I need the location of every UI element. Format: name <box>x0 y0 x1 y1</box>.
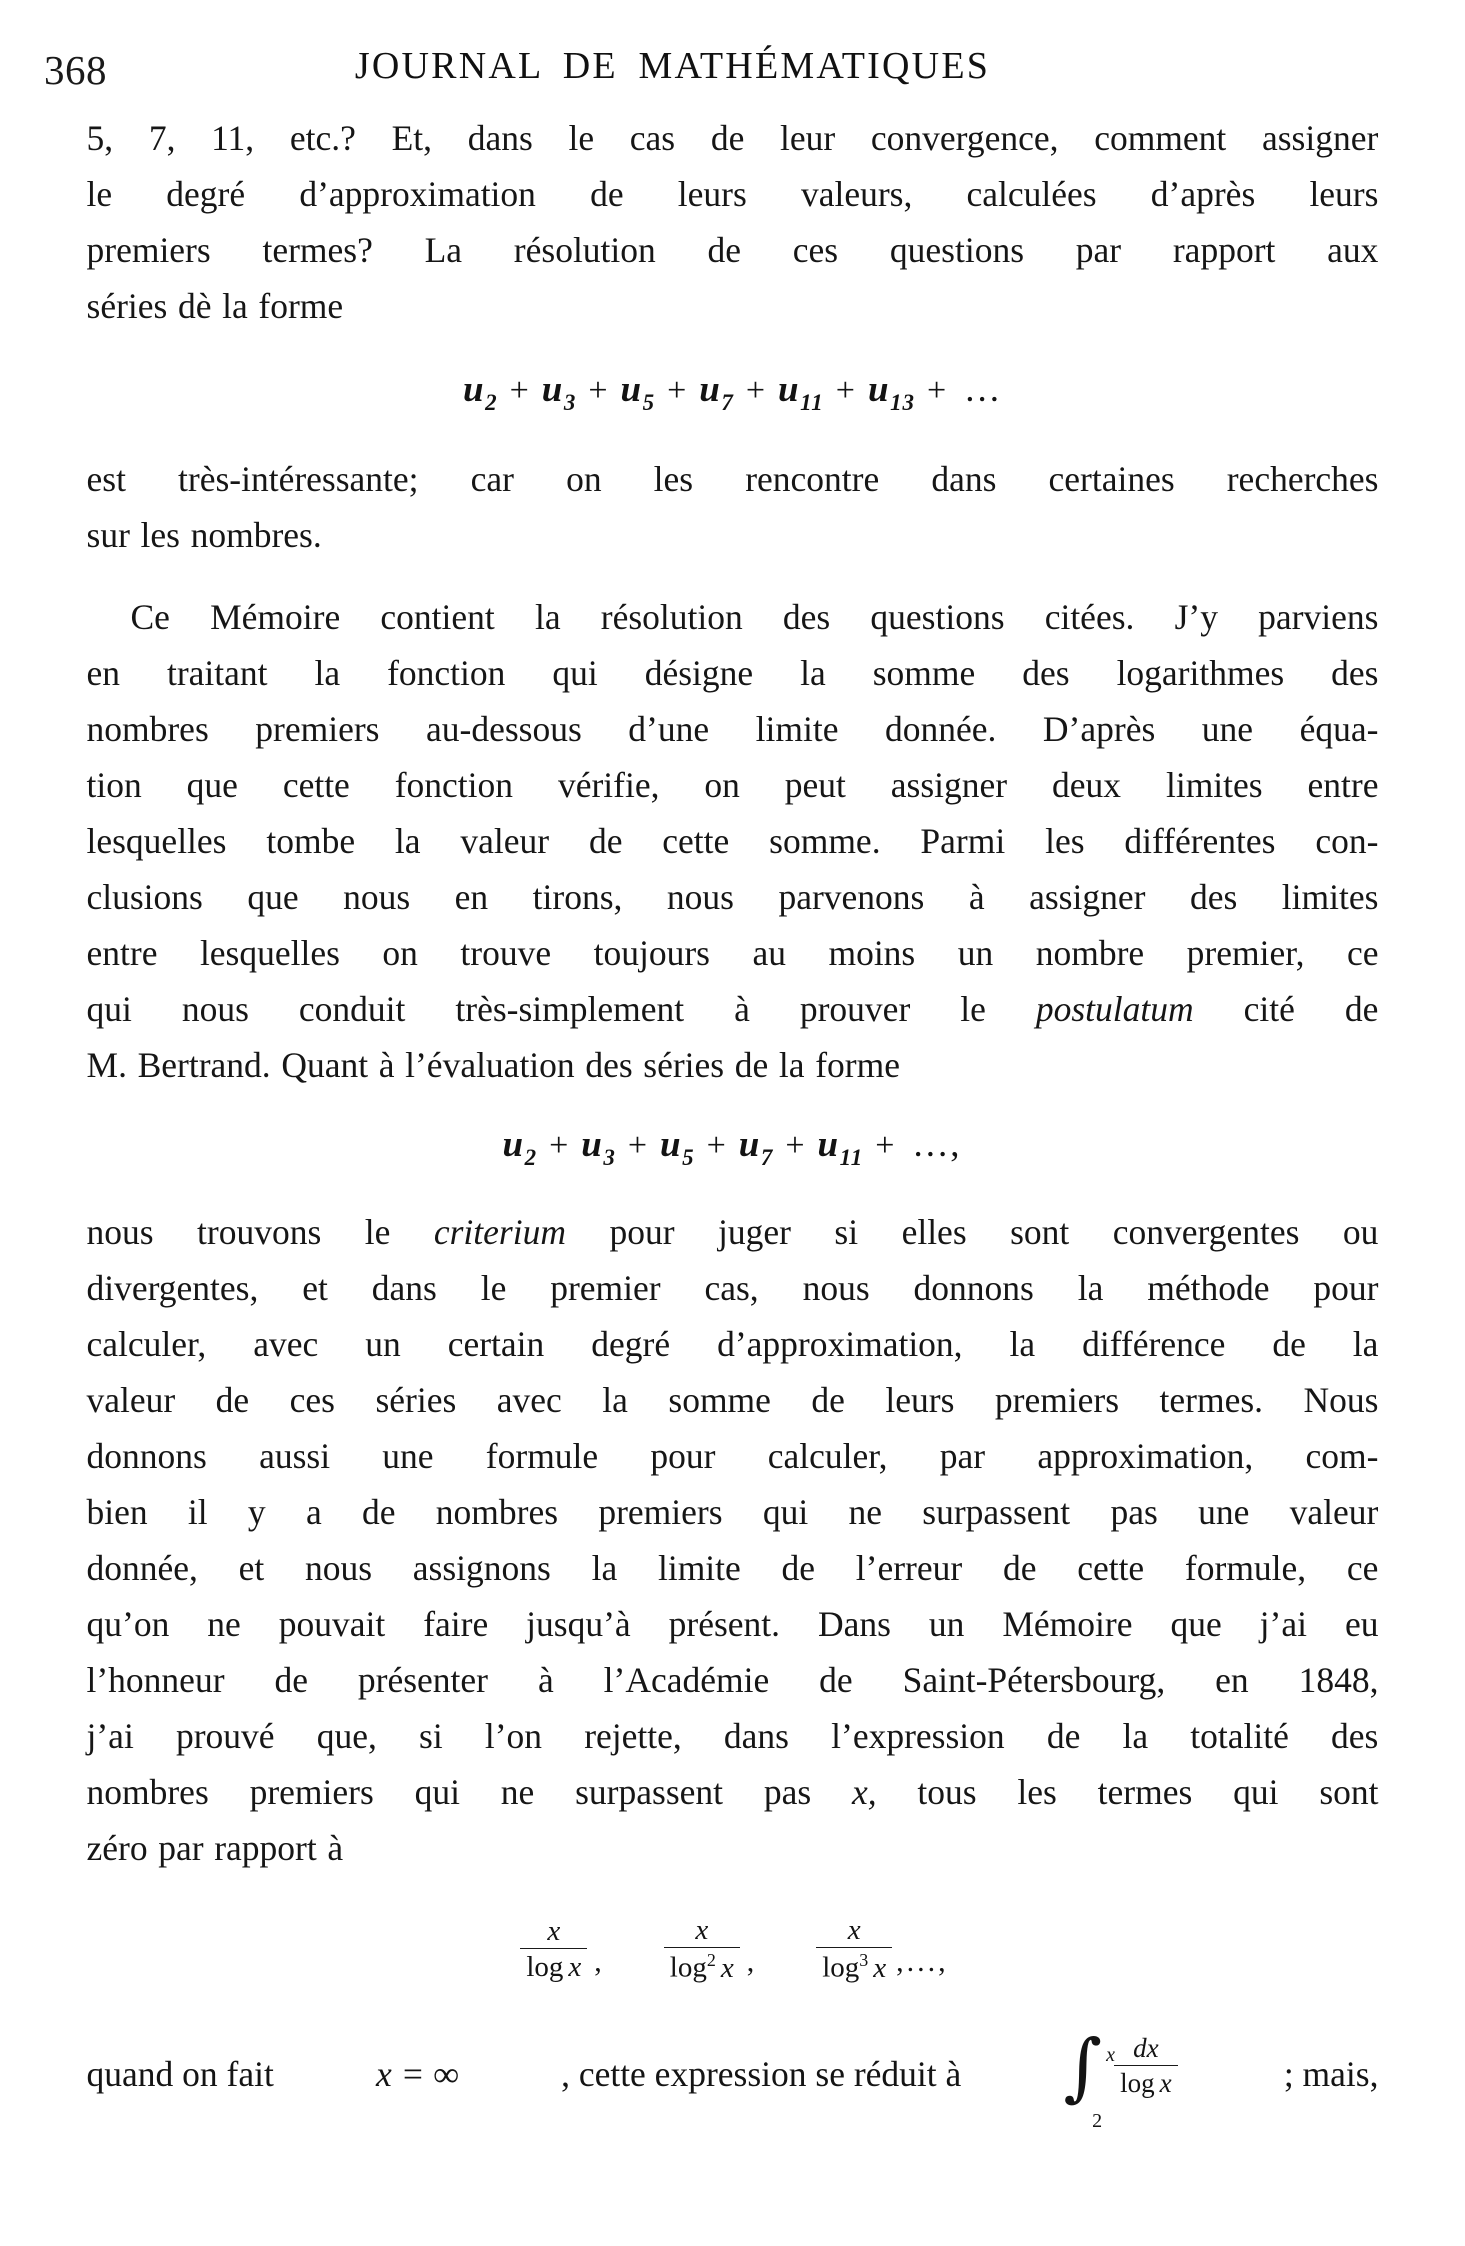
ellipsis: ... <box>965 369 1002 410</box>
text-line: qui nous conduit très-simplement à prouver le postulatum cité de <box>87 981 1379 1037</box>
display-formula-series-2 <box>0 1123 1465 1170</box>
paragraph-4 <box>43 1204 1423 1876</box>
text-line: bien il y a de nombres premiers qui ne surpassent pas une valeur <box>86 1492 1379 1532</box>
text-line: clusions que nous en tirons, nous parvenons à assigner des limites <box>86 877 1379 917</box>
text-segment-after: ; mais, <box>1283 2053 1379 2094</box>
integral-sign: ∫ <box>1063 2023 1103 2110</box>
denominator-variable: x <box>720 1952 734 1985</box>
plus-operator: + <box>627 1127 648 1164</box>
denominator-variable: x <box>1159 2067 1172 2098</box>
denominator-variable: x <box>568 1951 582 1984</box>
math-subscript: 7 <box>760 1145 774 1170</box>
math-variable: u <box>620 369 642 410</box>
math-variable: u <box>867 369 890 410</box>
math-subscript: 2 <box>485 390 498 415</box>
math-variable: u <box>778 369 800 410</box>
ellipsis: ,..., <box>896 1944 949 1978</box>
text-line: sur les nombres. <box>86 515 322 555</box>
fraction-denominator <box>520 1948 587 1983</box>
text-line: séries dè la forme <box>86 286 344 326</box>
math-subscript: 3 <box>563 390 577 415</box>
math-subscript: 7 <box>721 390 734 415</box>
math-variable: u <box>660 1124 682 1165</box>
integral-lower-limit: 2 <box>1092 2109 1103 2132</box>
separator-comma: , <box>746 1944 755 1978</box>
fraction-numerator: x <box>695 1914 709 1946</box>
inline-integral-expression <box>1063 2023 1182 2132</box>
text-line: nombres premiers au-dessous d’une limite donnée. D’après une équa- <box>86 709 1379 749</box>
page-number: 368 <box>44 47 107 93</box>
math-subscript: 5 <box>682 1145 695 1170</box>
text-line: calculer, avec un certain degré d’approximation, la différence de la <box>86 1324 1379 1364</box>
text-line: entre lesquelles on trouve toujours au moins un nombre premier, ce <box>86 933 1379 973</box>
plus-operator: + <box>745 372 766 409</box>
plus-operator: + <box>667 372 687 409</box>
paragraph-1 <box>43 110 1423 334</box>
text-line: tion que cette fonction vérifie, on peut assigner deux limites entre <box>86 765 1379 805</box>
math-expression <box>502 1123 963 1170</box>
text-line: zéro par rapport à <box>86 1828 344 1868</box>
plus-operator: + <box>549 1127 569 1164</box>
fraction-numerator: x <box>547 1914 561 1947</box>
plus-operator: + <box>706 1127 726 1164</box>
paragraph-3 <box>43 589 1423 1093</box>
text-line: Ce Mémoire contient la résolution des questions citées. J’y parviens <box>130 597 1379 637</box>
math-variable: u <box>581 1124 603 1165</box>
integrand-fraction <box>1114 2033 1178 2097</box>
math-variable: u <box>817 1124 839 1165</box>
math-expression <box>463 368 1002 415</box>
math-variable: u <box>738 1124 760 1165</box>
separator-comma: , <box>594 1944 602 1978</box>
denominator-variable: x <box>873 1952 887 1985</box>
math-variable: u <box>699 369 721 410</box>
display-formula-fractions <box>0 1914 1465 1985</box>
log-label: log <box>1120 2067 1155 2098</box>
text-line: M. Bertrand. Quant à l’évaluation des séries de la forme <box>86 1045 900 1085</box>
text-line: premiers termes? La résolution de ces questions par rapport aux <box>86 230 1379 270</box>
log-label: log <box>669 1952 707 1985</box>
plus-operator: + <box>835 372 855 409</box>
math-subscript: 11 <box>800 390 824 415</box>
fraction-denominator <box>664 1947 740 1984</box>
math-subscript: 13 <box>890 390 915 415</box>
math-subscript: 3 <box>603 1145 616 1170</box>
fraction-1 <box>520 1915 587 1984</box>
text-line: divergentes, et dans le premier cas, nous donnons la méthode pour <box>86 1268 1379 1308</box>
math-variable: u <box>463 369 485 410</box>
plus-operator: + <box>875 1127 895 1164</box>
fraction-denominator <box>816 1947 892 1984</box>
document-page <box>0 28 1465 2246</box>
fraction-2 <box>664 1914 740 1985</box>
text-line: valeur de ces séries avec la somme de leurs premiers termes. Nous <box>86 1380 1379 1420</box>
log-power: 3 <box>859 1950 869 1971</box>
log-label: log <box>526 1951 564 1984</box>
text-line: est très-intéressante; car on les rencontre dans certaines recherches <box>86 459 1379 499</box>
paragraph-2 <box>43 451 1423 563</box>
text-line: donnée, et nous assignons la limite de l’erreur de cette formule, ce <box>86 1548 1379 1588</box>
math-variable: u <box>541 369 563 410</box>
integral-upper-limit: x <box>1106 2043 1115 2066</box>
paragraph-5 <box>43 2023 1423 2132</box>
plus-operator: + <box>785 1127 805 1164</box>
log-label: log <box>822 1952 860 1985</box>
math-variable: u <box>502 1124 524 1165</box>
plus-operator: + <box>588 372 608 409</box>
math-subscript: 5 <box>642 390 656 415</box>
ellipsis: ..., <box>913 1124 963 1165</box>
plus-operator: + <box>509 372 529 409</box>
math-subscript: 11 <box>839 1145 864 1170</box>
math-variable-x: x, <box>851 1772 877 1812</box>
text-segment-before: quand on fait <box>86 2053 274 2094</box>
text-line: j’ai prouvé que, si l’on rejette, dans l’expression de la totalité des <box>86 1716 1379 1756</box>
text-line: 5, 7, 11, etc.? Et, dans le cas de leur convergence, comment assigner <box>86 118 1379 158</box>
text-line: lesquelles tombe la valeur de cette somme. Parmi les différentes con- <box>86 821 1379 861</box>
math-expression <box>516 1914 948 1985</box>
text-line: en traitant la fonction qui désigne la somme des logarithmes des <box>86 653 1379 693</box>
fraction-3 <box>816 1914 892 1985</box>
text-segment-middle: , cette expression se réduit à <box>561 2053 962 2094</box>
text-line: le degré d’approximation de leurs valeurs, calculées d’après leurs <box>86 174 1379 214</box>
fraction-numerator: x <box>847 1914 861 1946</box>
plus-operator: + <box>927 372 947 409</box>
page-header <box>0 28 1465 110</box>
text-line: l’honneur de présenter à l’Académie de Saint-Pétersbourg, en 1848, <box>86 1660 1379 1700</box>
emphasis-postulatum: postulatum <box>1035 989 1194 1029</box>
fraction-numerator: dx <box>1133 2033 1159 2064</box>
text-line: nombres premiers qui ne surpassent pas x, tous les termes qui sont <box>87 1764 1379 1820</box>
fraction-denominator <box>1114 2065 1178 2098</box>
log-power: 2 <box>706 1950 716 1971</box>
running-head-title: JOURNAL DE MATHÉMATIQUES <box>354 45 991 87</box>
math-subscript: 2 <box>524 1145 538 1170</box>
text-line: qu’on ne pouvait faire jusqu’à présent. Dans un Mémoire que j’ai eu <box>86 1604 1379 1644</box>
inline-equation-x-equals-infinity: x = ∞ <box>376 2053 459 2094</box>
text-line: donnons aussi une formule pour calculer, par approximation, com- <box>86 1436 1379 1476</box>
text-line: nous trouvons le criterium pour juger si elles sont convergentes ou <box>87 1204 1379 1260</box>
emphasis-criterium: criterium <box>433 1212 566 1252</box>
display-formula-series-1 <box>0 368 1465 415</box>
